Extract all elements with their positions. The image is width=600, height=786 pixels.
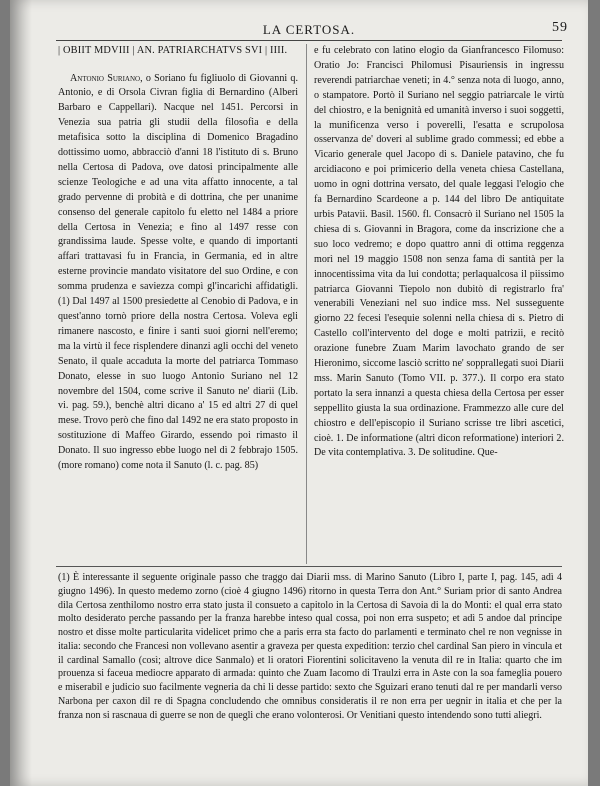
running-head	[50, 22, 568, 38]
footnote-rule	[56, 566, 562, 567]
page-number: 59	[552, 20, 568, 35]
right-column	[314, 44, 564, 461]
running-title: LA CERTOSA.	[262, 22, 356, 37]
left-column-paragraph	[58, 72, 298, 474]
right-column-text: e fu celebrato con latino elogio da Gianfrancesco Filomuso: Oratio Jo: Francisci Philomusi Pisauriensis in ingressu reverendi patriarchae veneti; in 4.° senza nota di luogo, anno, o stampatore. Portò il Suriano nel seggio patriarcale le virtù del chiostro, e la benignità ed umanità inverso i suoi soggetti, la munificenza verso i poverelli, l'esatta e scrupolosa osservanza de' doveri al sublime grado commessi; ed ebbe a Vicario generale quel Jacopo di s. Daniele patavino, che fu arcidiacono e poi primicerio della veneta chiesa Castellana, uomo in ogni dottrina versato, del quale leggasi l'elogio che fa Bernardino Scardeone a p. 144 del libro De antiquitate urbis Patavii. Basil. 1560. fl. Consacrò il Suriano nel 1505 la chiesa di s. Giovanni in Bragora, come da inscrizione che a suo loco vedremo; e dopo quattro anni di ottima reggenza morì nel 19 maggio 1508 non senza fama di santità per la innocentissima vita da lui condotta; perlaqualcosa il piissimo patriarca Giovanni Tiepolo non dubitò di registrarlo fra' venerabili Veneziani nel suo indice mss. Nel susseguente giorno 22 fecesi l'esequie solenni nella chiesa di s. Pietro di Castello coll'intervento del doge e molti patrizii, e recitò orazione funebre Zuam Marim lavochato grando de ser Hieronimo, siccome lasciò scritto ne' sopprallegati suoi Diarii mss. Marin Sanuto (Tomo VII. p. 377.). Il corpo era stato portato la sera innanzi a questa chiesa della Certosa per esser seppellito giusta la sua ordinazione. Frammezzo alle cure del chiostro e dell'episcopio il Suriano scrisse tre libri ascetici, cioè. 1. De informatione (altri dicon reformatione) interiori 2. De vita contemplativa. 3. De solitudine. Que-	[314, 45, 564, 459]
column-divider	[306, 44, 307, 564]
obit-inscription: | OBIIT MDVIII | AN. PATRIARCHATVS SVI | IIII.	[58, 45, 288, 56]
footnote-text: (1) È interessante il seguente originale passo che traggo dai Diarii mss. di Marino Sanuto (Libro I, parte I, pag. 145, adì 4 giugno 1496). In questo medemo zorno (cioè 4 giugno 1496) ritorno in questa Terra don Ant.° Suriam prior di santo Andrea dila Certosa zenthilomo nostro erra stato justa il consueto a capitolo in la Certosa di Savoia di la do Monti: el qual erra stato molto desiderato perche passando per la franza harebbe inteso qual cossa, poi non erra suspeto; et adì 5 andoe dal principe nostro et disse molte particularita videlicet primo che a paris erra sta facto do parlamenti e terminato chel re non vegnisse in italia: secondo che Francesi non vollevano asentir a graveza per questa expedition: terzio chel cardinal San piero in vincula et il cardinal Samallo (così; altrove dice Sanmalo) et li oratori Fiorentini solicitaveno la venuta dil re in Italia: quarto che im prouenza si faceua mediocre apparato di armada: quinto che Zuam Iacomo di Traulzi erra in Aste con la soa fameglia pouero e miserabil e judicio suo facilmente vegneria da chi li desse partido: sexto che Sguizari erano tenuti dal re per mandarli verso Narbona per caxon dil re di Spagna concludendo che omnibus consideratis il re non erra per uegnir in italia et che per la franza non si rascnaua di guerre se non de quegli che erano volonterosi. Or Venitiani questo intendendo sono tutti aliegri.	[58, 572, 562, 721]
header-rule	[56, 40, 562, 41]
footnote	[58, 571, 562, 722]
book-page	[10, 0, 588, 786]
lead-name: Antonio Suriano	[70, 72, 141, 84]
left-column	[58, 44, 298, 474]
left-column-text: , o Soriano fu figliuolo di Giovanni q. Antonio, e di Orsola Civran figlia di Bernardino (Alberi Barbaro e Cappellari). Nacque nel 1451. Percorsi in Venezia sua patria gli studii della filosofia e della metafisica sotto la disciplina di Domenico Bragadino dottissimo uomo, abbracciò d'anni 18 l'istituto di s. Bruno nella Certosa di Padova, ove datosi principalmente alle scienze Teologiche e ad una vita affatto innocente, a tal grado pervenne di probità e di dottrina, che per unanime consenso del generale capitolo fu eletto nel 1484 a priore della Certosa in Venezia; e fino al 1497 resse con grandissima laude. Spesse volte, e quando di importanti affari trattavasi fu in Francia, in Germania, ed in altre esterne provincie mandato visitatore del suo Ordine, e con somma prudenza e saviezza compì gl'incarichi affidatigli. (1) Dal 1497 al 1500 presiedette al Cenobio di Padova, e in quest'anno tornò priore della nostra Certosa. Voleva egli rimanere nascosto, e finire i santi suoi giorni nell'eremo; ma la virtù il fece risplendere dinanzi agli occhi del veneto Senato, il quale accaduta la morte del patriarca Tommaso Donato, elesse in suo luogo Antonio Suriano nel 12 novembre del 1504, come scrive il Sanuto ne' diarii (Lib. vi. pag. 59.), benchè altri dicano a' 15 ed altri 27 di quel mese. Trovo però che fino dal 1492 ne era stato proposto in sostituzione di Maffeo Girardo, essendo poi rimasto il Donato. Il suo ingresso ebbe luogo nel dì 2 febbrajo 1505. (more romano) come nota il Sanuto (l. c. pag. 85)	[58, 72, 299, 472]
